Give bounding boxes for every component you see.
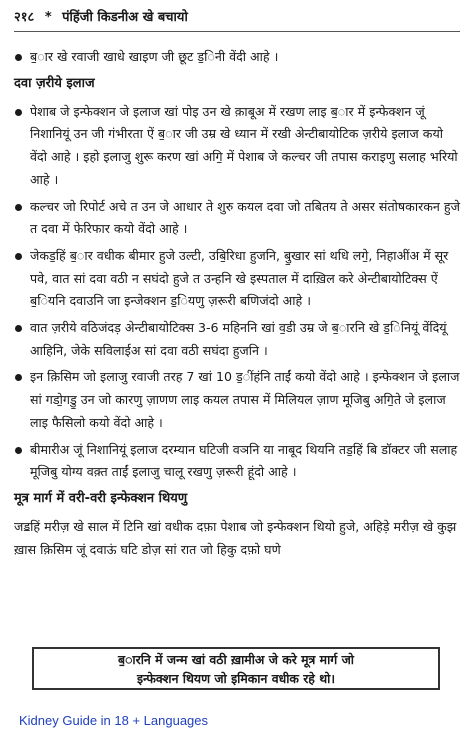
section-paragraph: जॾहिं मरीज़ खे साल में टिनि खां वधीक दफ़ा पेशाब जो इन्फेक्शन थियो हुजे, अहिड़े मरीज़ खे कुझ ख़ास क़िसिम जूं दवाऊं घटि डोज़ सां रात जो हिकु दफ़ो घणे [14,518,457,557]
list-item-text: बीमारीअ जूं निशानियूं इलाज दरम्यान घटिजी वञनि या नाबूद थियनि तड॒हिं बि डॉक्टर जी सलाह मूजिबु योग्य वक़्त ताईं इलाजु चालू रखणु ज़रूरी हूंदो आहे । [30,441,458,480]
callout-box [32,647,440,690]
page-content [14,46,460,561]
list-item-text: ब॒ार खे रवाजी खाधे खाइण जी छूट ड॒िनी वेंदी आहे । [30,49,279,64]
list-item [14,366,460,434]
footer-link[interactable]: Kidney Guide in 18 + Languages [19,713,209,728]
section-heading-medication: दवा ज़रीये इलाज [14,75,95,91]
callout-line-2: इन्फेक्शन थियण जो इमिकान वधीक रहे थो। [136,671,336,686]
list-item [14,245,460,313]
bullet-icon [15,325,22,332]
top-bullet-list [14,46,460,69]
section-heading-recurrent-infection: मूत्र मार्ग में वरी-वरी इन्फेक्शन थियणु [14,490,188,506]
page-number: २१८ [14,10,35,25]
list-item [14,317,460,362]
list-item [14,439,460,484]
list-item-text: कल्चर जो रिपोर्ट अचे त उन जे आधार ते शुरु कयल दवा जो तबितय ते असर संतोषकारकन हुजे त दवा में फेरिफार कयो वेंदो आहे । [30,198,460,237]
list-item-text: वात ज़रीये वठिजंदड़ अेन्टीबायोटिक्स 3-6 महिननि खां व॒डी उम्र जे ब॒ारनि खे ड॒िनियूं वेंदियूं आहिनि, जेके सविलाईअ सां दवा वठी सघंदा हुजनि । [30,320,447,358]
list-item [14,196,460,241]
list-item-text: पेशाब जे इन्फेक्शन जे इलाज खां पोइ उन खे क़ाबूअ में रखण लाइ ब॒ार में इन्फेक्शन जूं निशानियूं उन जी गंभीरता ऐं ब॒ार जी उम्र खे ध्यान में रखी अेन्टीबायोटिक ज़रीये इलाज कयो वेंदो आहे । इहो इलाजु शुरू करण खां अगि॒ में पेशाब जे कल्चर जी तपास कराइणु सलाह भरियो आहे । [30,103,458,187]
callout-line-1: ब॒ारनि में जन्म खां वठी ख़ामीअ जे करे मूत्र मार्ग जो [118,652,354,667]
bullet-icon [15,204,22,211]
bullet-icon [15,109,22,116]
bullet-icon [15,253,22,260]
chapter-title: पंहिंजी किडनीअ खे बचायो [62,10,188,25]
star-separator: * [44,10,52,25]
header-divider [14,31,460,32]
bullet-icon [15,447,22,454]
list-item-text: जेकड॒हिं ब॒ार वधीक बीमार हुजे उल्टी, उबि॒रिधा हुजनि, बु॒खार सां थधि लगे॒, निहाअींअ में सूर पवे, वात सां दवा वठी न सघंदो हुजे त उन्हनि खे इस्पताल में दाख़िल करे अेन्टीबायोटिक्स ऐं ब॒ियनि दवाउनि जा इन्जेक्शन ड॒ियणु ज़रूरी बणिजंदो आहे । [30,247,449,309]
bullet-icon [15,374,22,381]
list-item [14,46,460,69]
medication-bullet-list [14,101,460,484]
list-item [14,101,460,192]
list-item-text: इन क़िसिम जो इलाजु रवाजी तरह 7 खां 10 ड॒ींहंनि ताईं कयो वेंदो आहे । इन्फेक्शन जे इलाज सां गडो॒गडु॒ उन जो कारणु ज़ाणण लाइ कयल तपास में मिलियल ज़ाण मूजिबु अगि॒ते जे इलाज लाइ फैसिलो कयो वेंदो आहे । [30,369,460,430]
bullet-icon [15,54,22,61]
